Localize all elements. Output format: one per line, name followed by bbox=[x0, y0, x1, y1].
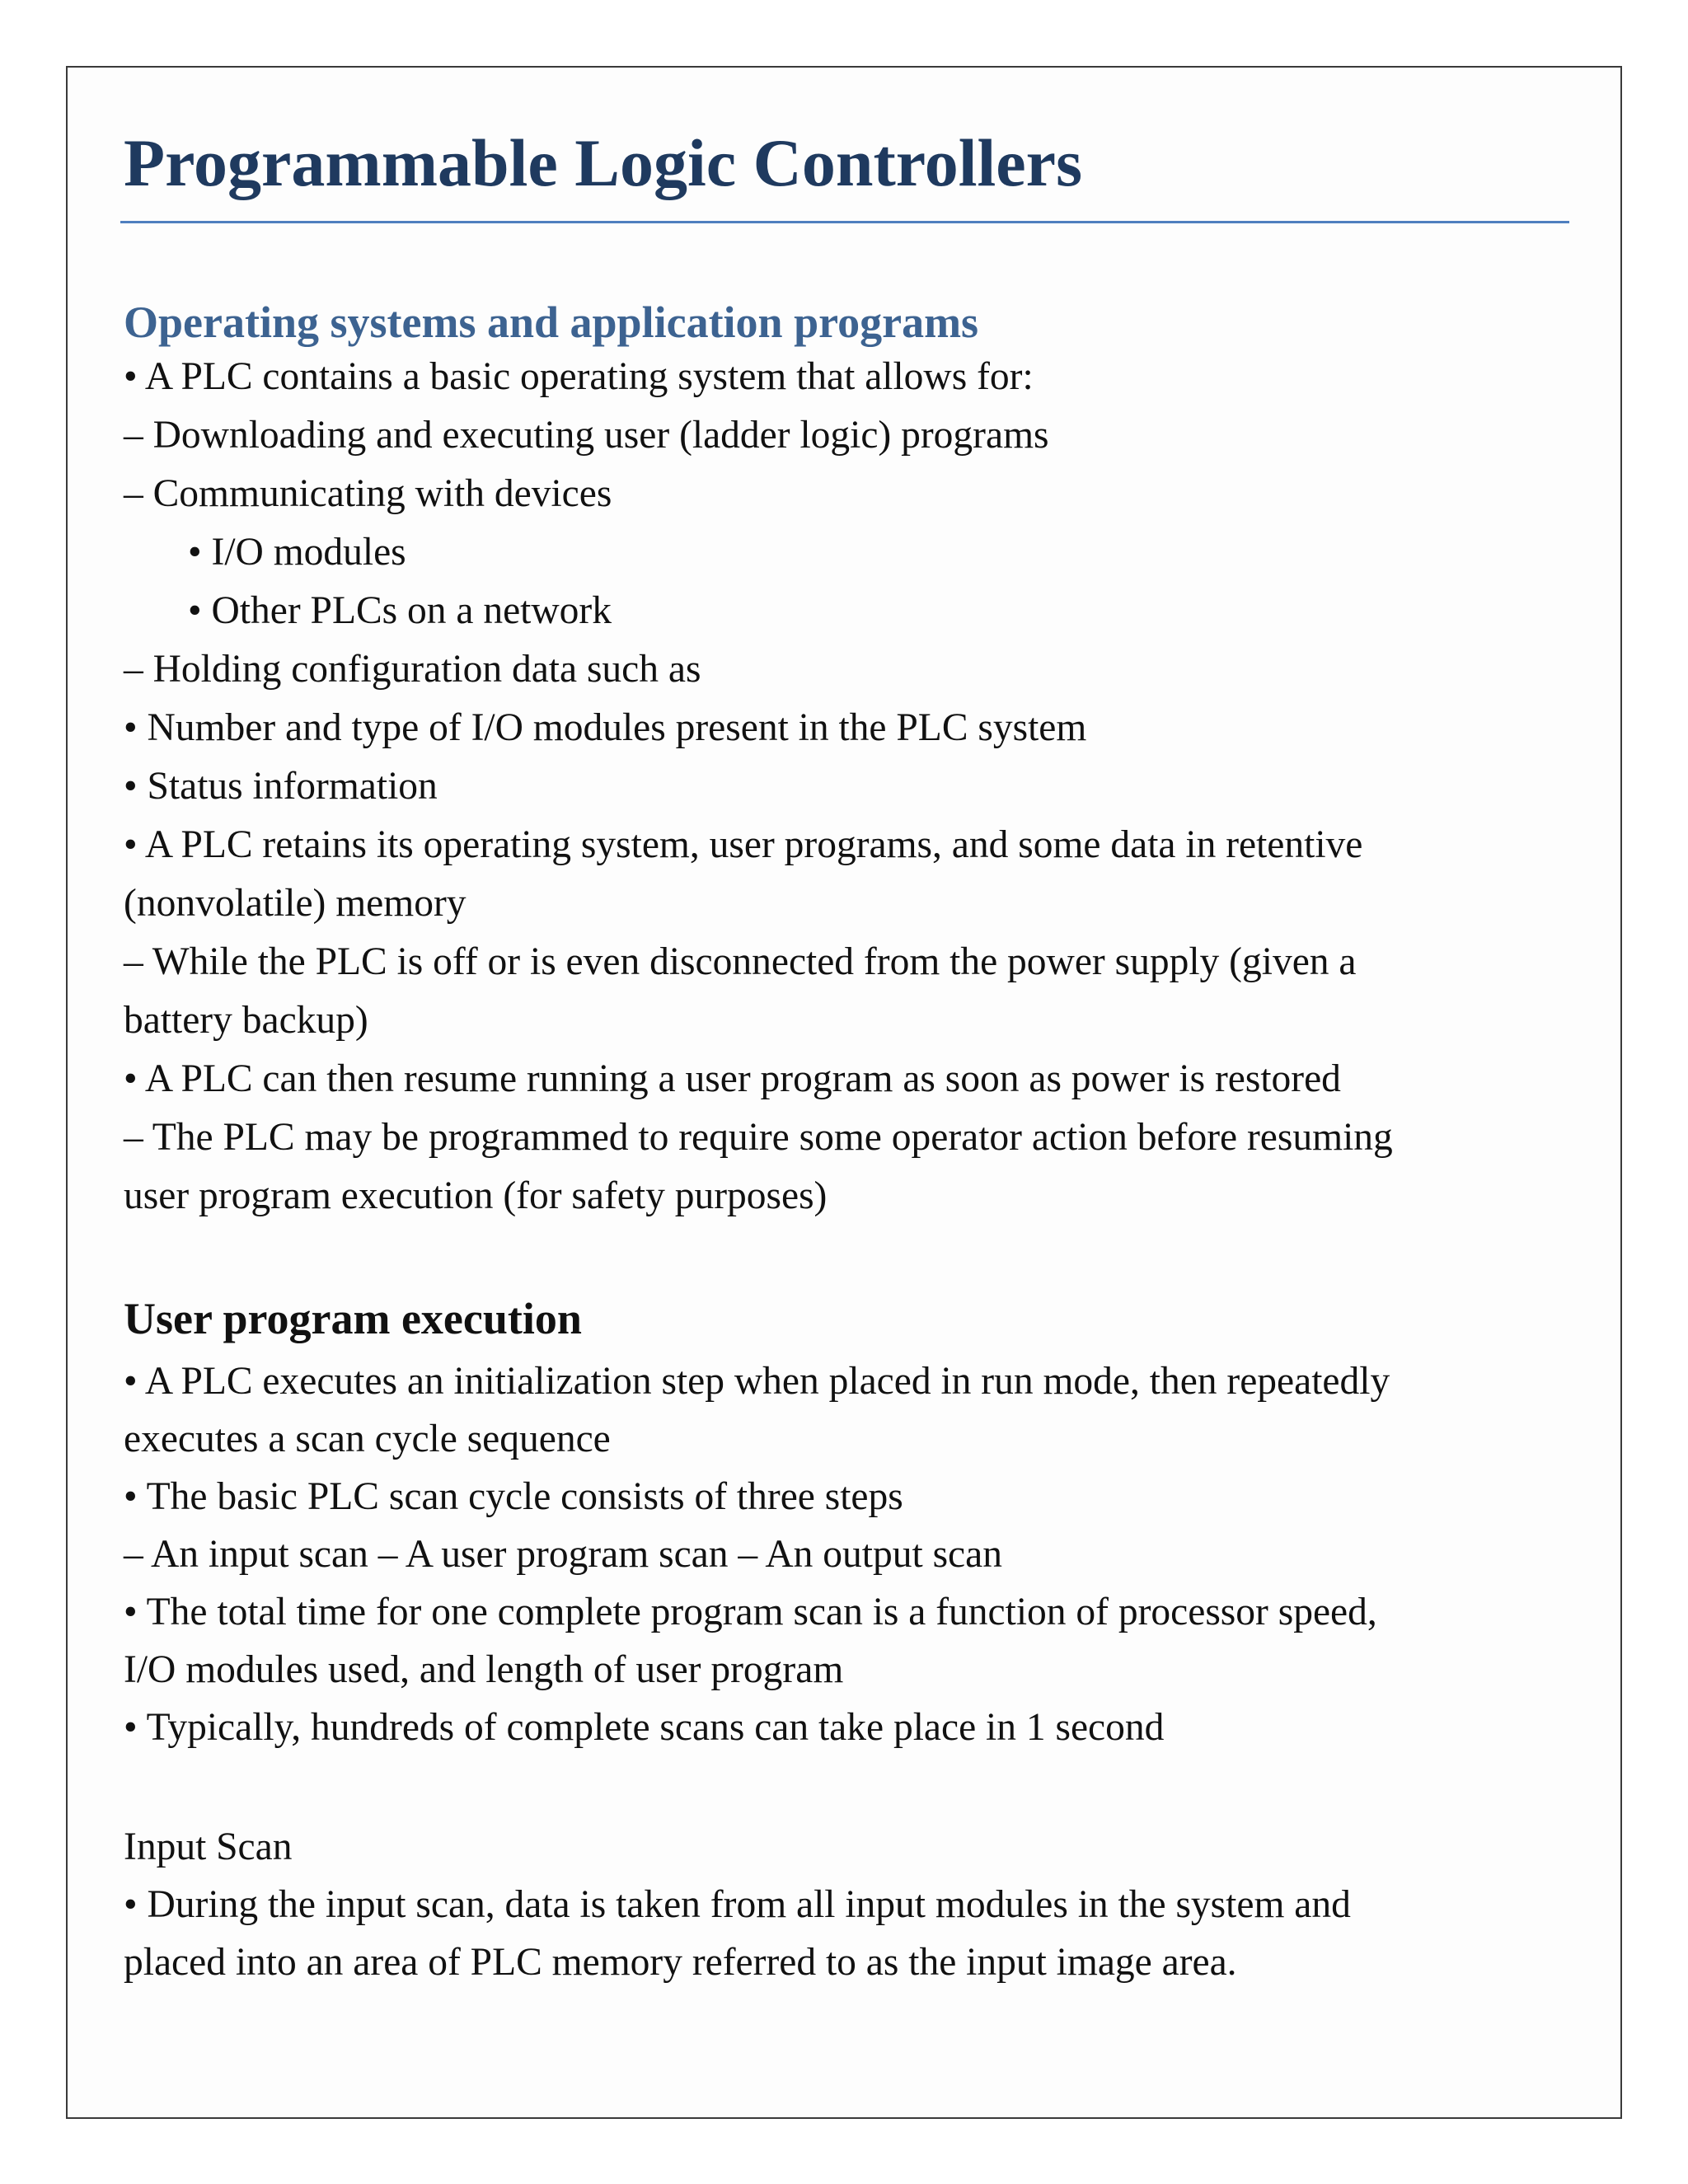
section-heading-input-scan: Input Scan bbox=[124, 1825, 293, 1868]
section-heading-user-program-execution: User program execution bbox=[124, 1294, 582, 1343]
text-line: • The basic PLC scan cycle consists of three steps bbox=[124, 1475, 903, 1518]
page-title: Programmable Logic Controllers bbox=[124, 125, 1082, 200]
text-line: • A PLC can then resume running a user program as soon as power is restored bbox=[124, 1057, 1341, 1100]
text-line: • A PLC retains its operating system, user programs, and some data in retentive bbox=[124, 823, 1363, 866]
text-line: • During the input scan, data is taken from all input modules in the system and bbox=[124, 1883, 1351, 1926]
text-line: • Number and type of I/O modules present in the PLC system bbox=[124, 706, 1087, 749]
text-line: – Communicating with devices bbox=[124, 472, 612, 515]
text-line: • A PLC contains a basic operating system that allows for: bbox=[124, 355, 1034, 398]
text-line: placed into an area of PLC memory referred to as the input image area. bbox=[124, 1941, 1237, 1984]
text-line: – Downloading and executing user (ladder logic) programs bbox=[124, 414, 1049, 457]
text-line: (nonvolatile) memory bbox=[124, 882, 467, 925]
text-line: executes a scan cycle sequence bbox=[124, 1418, 611, 1460]
title-divider bbox=[120, 221, 1569, 223]
section-heading-operating-systems: Operating systems and application programs bbox=[124, 298, 979, 347]
text-line: • Other PLCs on a network bbox=[188, 589, 612, 632]
text-line: I/O modules used, and length of user program bbox=[124, 1648, 844, 1691]
text-line: – The PLC may be programmed to require some operator action before resuming bbox=[124, 1116, 1393, 1159]
text-line: • Typically, hundreds of complete scans can take place in 1 second bbox=[124, 1706, 1165, 1749]
text-line: user program execution (for safety purposes) bbox=[124, 1174, 828, 1217]
text-line: • A PLC executes an initialization step when placed in run mode, then repeatedly bbox=[124, 1360, 1390, 1403]
text-line: – An input scan – A user program scan – An output scan bbox=[124, 1533, 1002, 1576]
text-line: • The total time for one complete program scan is a function of processor speed, bbox=[124, 1591, 1377, 1633]
text-line: – While the PLC is off or is even disconnected from the power supply (given a bbox=[124, 940, 1357, 983]
text-line: • Status information bbox=[124, 765, 438, 808]
text-line: battery backup) bbox=[124, 999, 368, 1042]
text-line: – Holding configuration data such as bbox=[124, 648, 701, 691]
text-line: • I/O modules bbox=[188, 531, 406, 574]
